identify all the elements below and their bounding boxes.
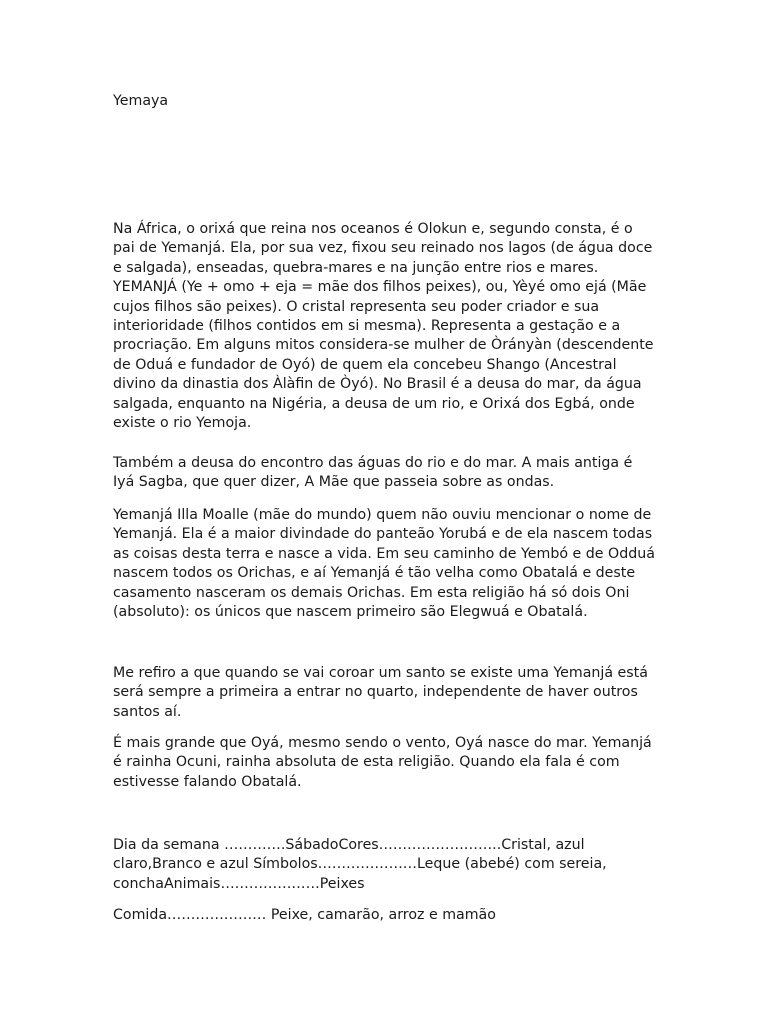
paragraph-oya: É mais grande que Oyá, mesmo sendo o vento, Oyá nasce do mar. Yemanjá é rainha Ocuni, rainha absoluta de esta religião. Quando ela fala é com estivesse falando Obatalá. [113,735,652,790]
paragraph-food: Comida………………… Peixe, camarão, arroz e mamão [113,907,496,923]
paragraph-waters: Também a deusa do encontro das águas do rio e do mar. A mais antiga é Iyá Sagba, que quer dizer, A Mãe que passeia sobre as ondas. [113,455,633,491]
paragraph-attributes: Dia da semana ………….SábadoCores……………………..Cristal, azul claro,Branco e azul Símbolos…………………Leque (abebé) com sereia, conchaAnimais…………………Peixes [113,837,607,892]
paragraph-coronation: Me refiro a que quando se vai coroar um santo se existe uma Yemanjá está será sempre a primeira a entrar no quarto, independente de haver outros santos aí. [113,665,648,720]
paragraph-origin: Na África, o orixá que reina nos oceanos é Olokun e, segundo consta, é o pai de Yemanjá. Ela, por sua vez, fixou seu reinado nos lagos (de água doce e salgada), enseadas, quebra-mares e na junção entre rios e mares. YEMANJÁ (Ye + omo + eja = mãe dos filhos peixes), ou, Yèyé omo ejá (Mãe cujos filhos são peixes). O cristal representa seu poder criador e sua interioridade (filhos contidos em si mesma). Representa a gestação e a procriação. Em alguns mitos considera-se mulher de Òrányàn (descendente de Oduá e fundador de Oyó) de quem ela concebeu Shango (Ancestral divino da dinastia dos Àlàfin de Òyó). No Brasil é a deusa do mar, da água salgada, enquanto na Nigéria, a deusa de um rio, e Orixá dos Egbá, onde existe o rio Yemoja. [113,221,654,432]
paragraph-illa-moalle: Yemanjá Illa Moalle (mãe do mundo) quem não ouviu mencionar o nome de Yemanjá. Ela é a maior divindade do panteão Yorubá e de ela nascem todas as coisas desta terra e nasce a vida. Em seu caminho de Yembó e de Odduá nascem todos os Orichas, e aí Yemanjá é tão velha como Obatalá e deste casamento nasceram os demais Orichas. Em esta religião há só dois Oni (absoluto): os únicos que nascem primeiro são Elegwuá e Obatalá. [113,507,655,621]
document-title: Yemaya [113,93,169,109]
